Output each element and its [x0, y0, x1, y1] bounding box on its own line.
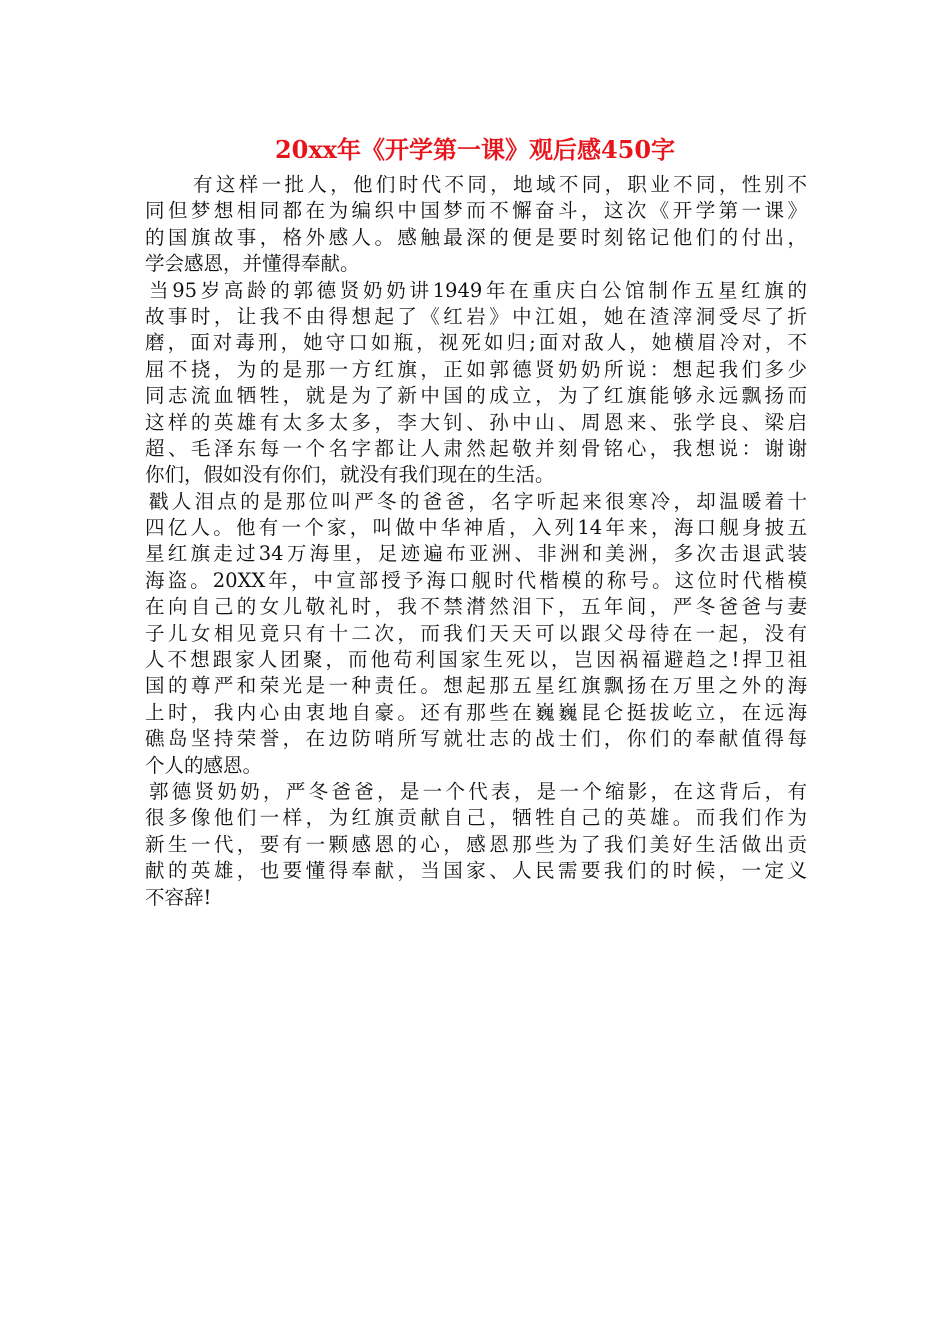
text-line: 有这样一批人，他们时代不同，地域不同，职业不同，性别不 — [193, 173, 807, 196]
text-line: 磨，面对毒刑，她守口如瓶，视死如归;面对敌人，她横眉冷对，不 — [145, 331, 807, 355]
paragraph-1 — [145, 172, 807, 278]
text-line: 上时，我内心由衷地自豪。还有那些在巍巍昆仑挺拔屹立，在远海 — [145, 700, 807, 724]
text-line: 人不想跟家人团聚，而他苟利国家生死以，岂因祸福避趋之!捍卫祖 — [145, 648, 807, 672]
text-line: 学会感恩，并懂得奉献。 — [145, 252, 360, 276]
text-line: 星红旗走过34万海里，足迹遍布亚洲、非洲和美洲，多次击退武装 — [145, 542, 807, 566]
text-line: 郭德贤奶奶，严冬爸爸，是一个代表，是一个缩影，在这背后，有 — [149, 779, 807, 803]
document-title: 20xx年《开学第一课》观后感450字 — [274, 135, 676, 164]
text-line: 同但梦想相同都在为编织中国梦而不懈奋斗，这次《开学第一课》 — [145, 199, 807, 223]
paragraph-2 — [145, 278, 807, 489]
text-line: 献的英雄，也要懂得奉献，当国家、人民需要我们的时候，一定义 — [145, 859, 807, 883]
text-line: 戳人泪点的是那位叫严冬的爸爸，名字听起来很寒冷，却温暖着十 — [149, 489, 807, 513]
text-line: 礁岛坚持荣誉，在边防哨所写就壮志的战士们，你们的奉献值得每 — [145, 727, 807, 751]
paragraph-3 — [145, 489, 807, 779]
text-line: 超、毛泽东每一个名字都让人肃然起敬并刻骨铭心，我想说：谢谢 — [145, 436, 807, 460]
text-line: 当95岁高龄的郭德贤奶奶讲1949年在重庆白公馆制作五星红旗的 — [149, 278, 807, 302]
text-line: 个人的感恩。 — [145, 753, 263, 777]
text-line: 国的尊严和荣光是一种责任。想起那五星红旗飘扬在万里之外的海 — [145, 674, 807, 698]
document-body — [145, 172, 807, 911]
text-line: 不容辞! — [145, 885, 212, 909]
text-line: 海盗。20XX年，中宣部授予海口舰时代楷模的称号。这位时代楷模 — [145, 568, 807, 592]
text-line: 很多像他们一样，为红旗贡献自己，牺牲自己的英雄。而我们作为 — [145, 806, 807, 830]
paragraph-4 — [145, 779, 807, 911]
text-line: 子儿女相见竟只有十二次，而我们天天可以跟父母待在一起，没有 — [145, 621, 807, 645]
text-line: 四亿人。他有一个家，叫做中华神盾，入列14年来，海口舰身披五 — [145, 516, 807, 540]
text-line: 在向自己的女儿敬礼时，我不禁潸然泪下，五年间，严冬爸爸与妻 — [145, 595, 807, 619]
text-line: 的国旗故事，格外感人。感触最深的便是要时刻铭记他们的付出， — [145, 225, 807, 249]
text-line: 这样的英雄有太多太多，李大钊、孙中山、周恩来、张学良、梁启 — [145, 410, 807, 434]
text-line: 屈不挠，为的是那一方红旗，正如郭德贤奶奶所说：想起我们多少 — [145, 357, 807, 381]
text-line: 新生一代，要有一颗感恩的心，感恩那些为了我们美好生活做出贡 — [145, 832, 807, 856]
text-line: 同志流血牺牲，就是为了新中国的成立，为了红旗能够永远飘扬而 — [145, 384, 807, 408]
text-line: 故事时，让我不由得想起了《红岩》中江姐，她在渣滓洞受尽了折 — [145, 304, 807, 328]
text-line: 你们，假如没有你们，就没有我们现在的生活。 — [145, 463, 555, 487]
